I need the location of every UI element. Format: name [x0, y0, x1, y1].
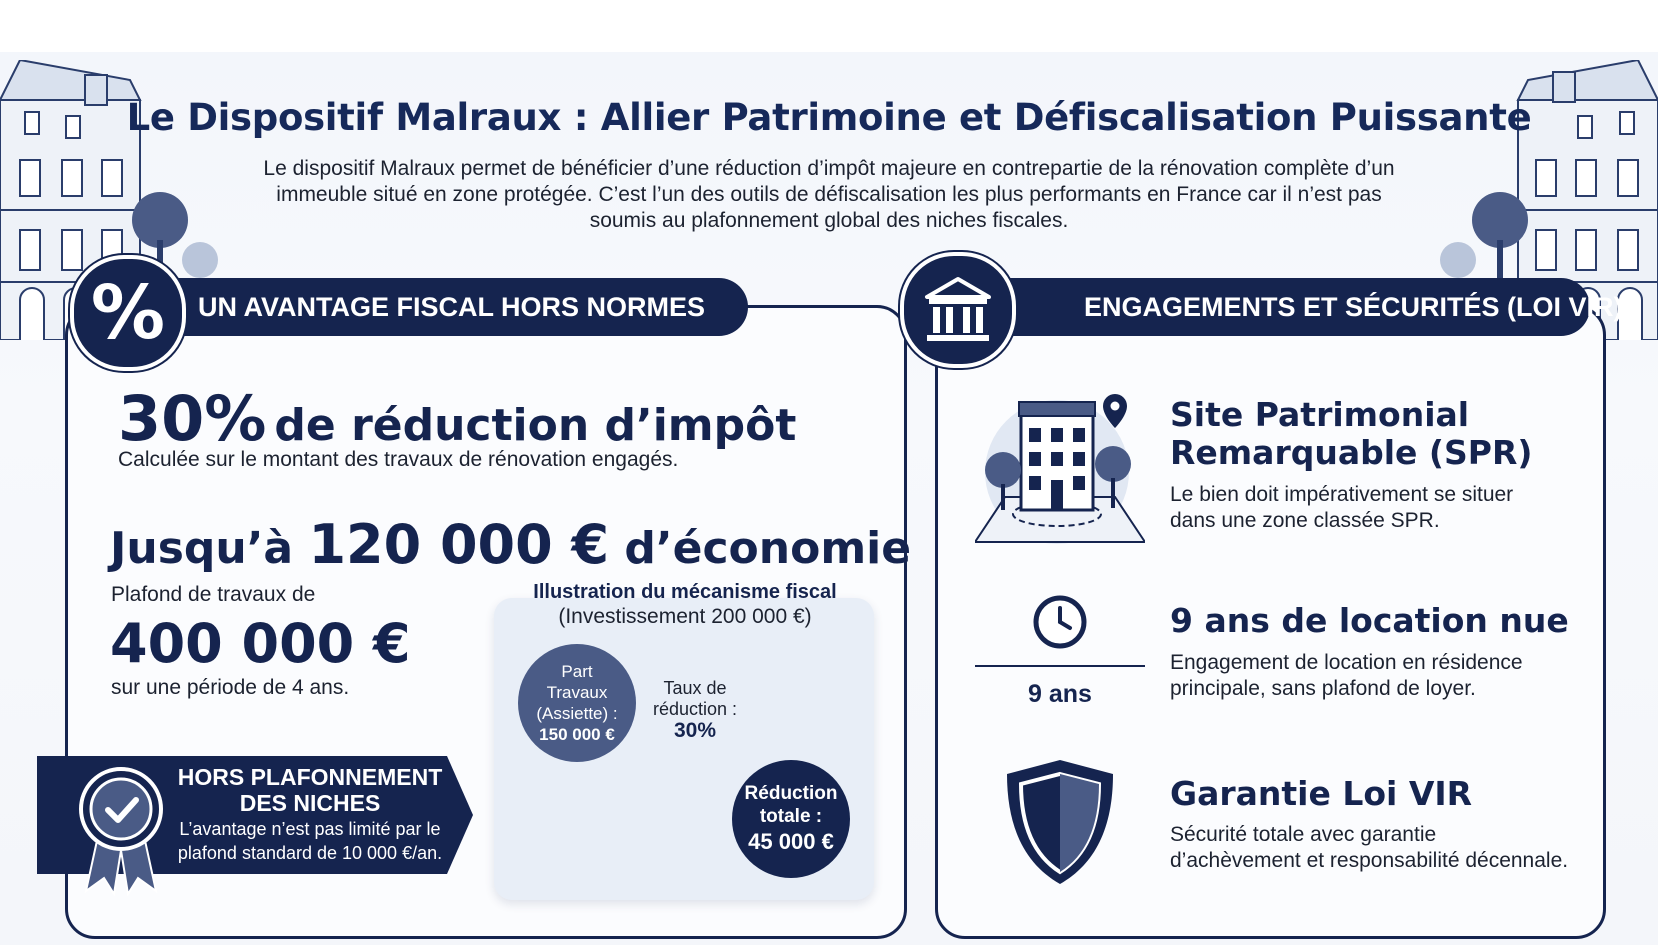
duration-badge: 9 ans — [1028, 680, 1092, 708]
ceiling-label: Plafond de travaux de — [111, 583, 316, 606]
ribbon-heading: DES NICHES — [239, 790, 381, 816]
spr-title — [1170, 396, 1532, 472]
reduction-headline — [118, 382, 796, 455]
ceiling-amount: 400 000 € — [110, 612, 411, 675]
savings-prefix: Jusqu’à — [110, 523, 294, 574]
intro-paragraph — [220, 156, 1438, 234]
part-travaux-circle — [518, 644, 636, 762]
rental-text — [1170, 650, 1523, 702]
commitments-heading — [960, 278, 1623, 336]
intro-line: soumis au plafonnement global des niches fiscales. — [589, 209, 1069, 232]
reduction-text: de réduction d’impôt — [274, 400, 797, 451]
fiscal-advantage-heading: UN AVANTAGE FISCAL HORS NORMES — [110, 278, 748, 336]
savings-amount: 120 000 € — [308, 513, 610, 576]
ribbon-description: L’avantage n’est pas limité par le — [179, 819, 441, 839]
vir-title: Garantie Loi VIR — [1170, 774, 1473, 813]
percent-icon: % — [70, 255, 186, 371]
total-reduction-circle — [732, 760, 850, 878]
vir-text-line: d’achèvement et responsabilité décennale. — [1170, 849, 1569, 872]
rental-text-line: principale, sans plafond de loyer. — [1170, 677, 1476, 700]
ribbon-heading: HORS PLAFONNEMENT — [177, 764, 443, 790]
reduction-subtext: Calculée sur le montant des travaux de rénovation engagés. — [118, 448, 679, 471]
spr-title-line: Site Patrimonial — [1170, 395, 1470, 434]
vir-text-line: Sécurité totale avec garantie — [1170, 823, 1437, 846]
shield-icon — [1003, 756, 1117, 888]
ribbon-description: plafond standard de 10 000 €/an. — [177, 843, 443, 863]
intro-line: Le dispositif Malraux permet de bénéficier d’une réduction d’impôt majeure en contrepartie de la rénovation complète d’un — [263, 157, 1395, 180]
rate-label: Taux de — [663, 678, 727, 698]
clock-icon — [1032, 594, 1088, 650]
page-title: Le Dispositif Malraux : Allier Patrimoine et Défiscalisation Puissante — [126, 96, 1532, 139]
rate-block — [640, 678, 750, 742]
part-label: Travaux — [546, 683, 608, 702]
ceiling-period: sur une période de 4 ans. — [111, 676, 350, 699]
vir-text — [1170, 822, 1568, 874]
spr-text — [1170, 482, 1513, 534]
building-location-icon — [975, 392, 1145, 544]
rate-label: réduction : — [652, 699, 738, 719]
timeline-divider — [975, 665, 1145, 667]
part-label: (Assiette) : — [536, 704, 618, 723]
total-value: 45 000 € — [748, 829, 834, 854]
illustration-title: Illustration du mécanisme fiscal — [533, 581, 837, 603]
rental-text-line: Engagement de location en résidence — [1170, 651, 1523, 674]
spr-text-line: Le bien doit impérativement se situer — [1170, 483, 1514, 506]
spr-text-line: dans une zone classée SPR. — [1170, 509, 1440, 532]
illustration-subtitle: (Investissement 200 000 €) — [558, 605, 812, 628]
ribbon-text — [160, 764, 460, 864]
rental-title: 9 ans de location nue — [1170, 601, 1569, 640]
commitments-heading-text: ENGAGEMENTS ET SÉCURITÉS (LOI VIR) — [1084, 292, 1623, 322]
total-label: Réduction — [744, 783, 838, 804]
bank-icon — [900, 252, 1016, 368]
part-label: Part — [561, 662, 593, 681]
rate-value: 30% — [673, 719, 717, 742]
reduction-number: 30% — [118, 382, 267, 455]
award-check-icon — [78, 766, 164, 896]
savings-headline — [110, 513, 911, 576]
part-value: 150 000 € — [539, 725, 615, 744]
intro-line: immeuble situé en zone protégée. C’est l’un des outils de défiscalisation les plus performants en France car il n’est pas — [276, 183, 1382, 206]
spr-title-line: Remarquable (SPR) — [1170, 433, 1533, 472]
savings-suffix: d’économie — [624, 523, 912, 574]
total-label: totale : — [759, 806, 823, 827]
